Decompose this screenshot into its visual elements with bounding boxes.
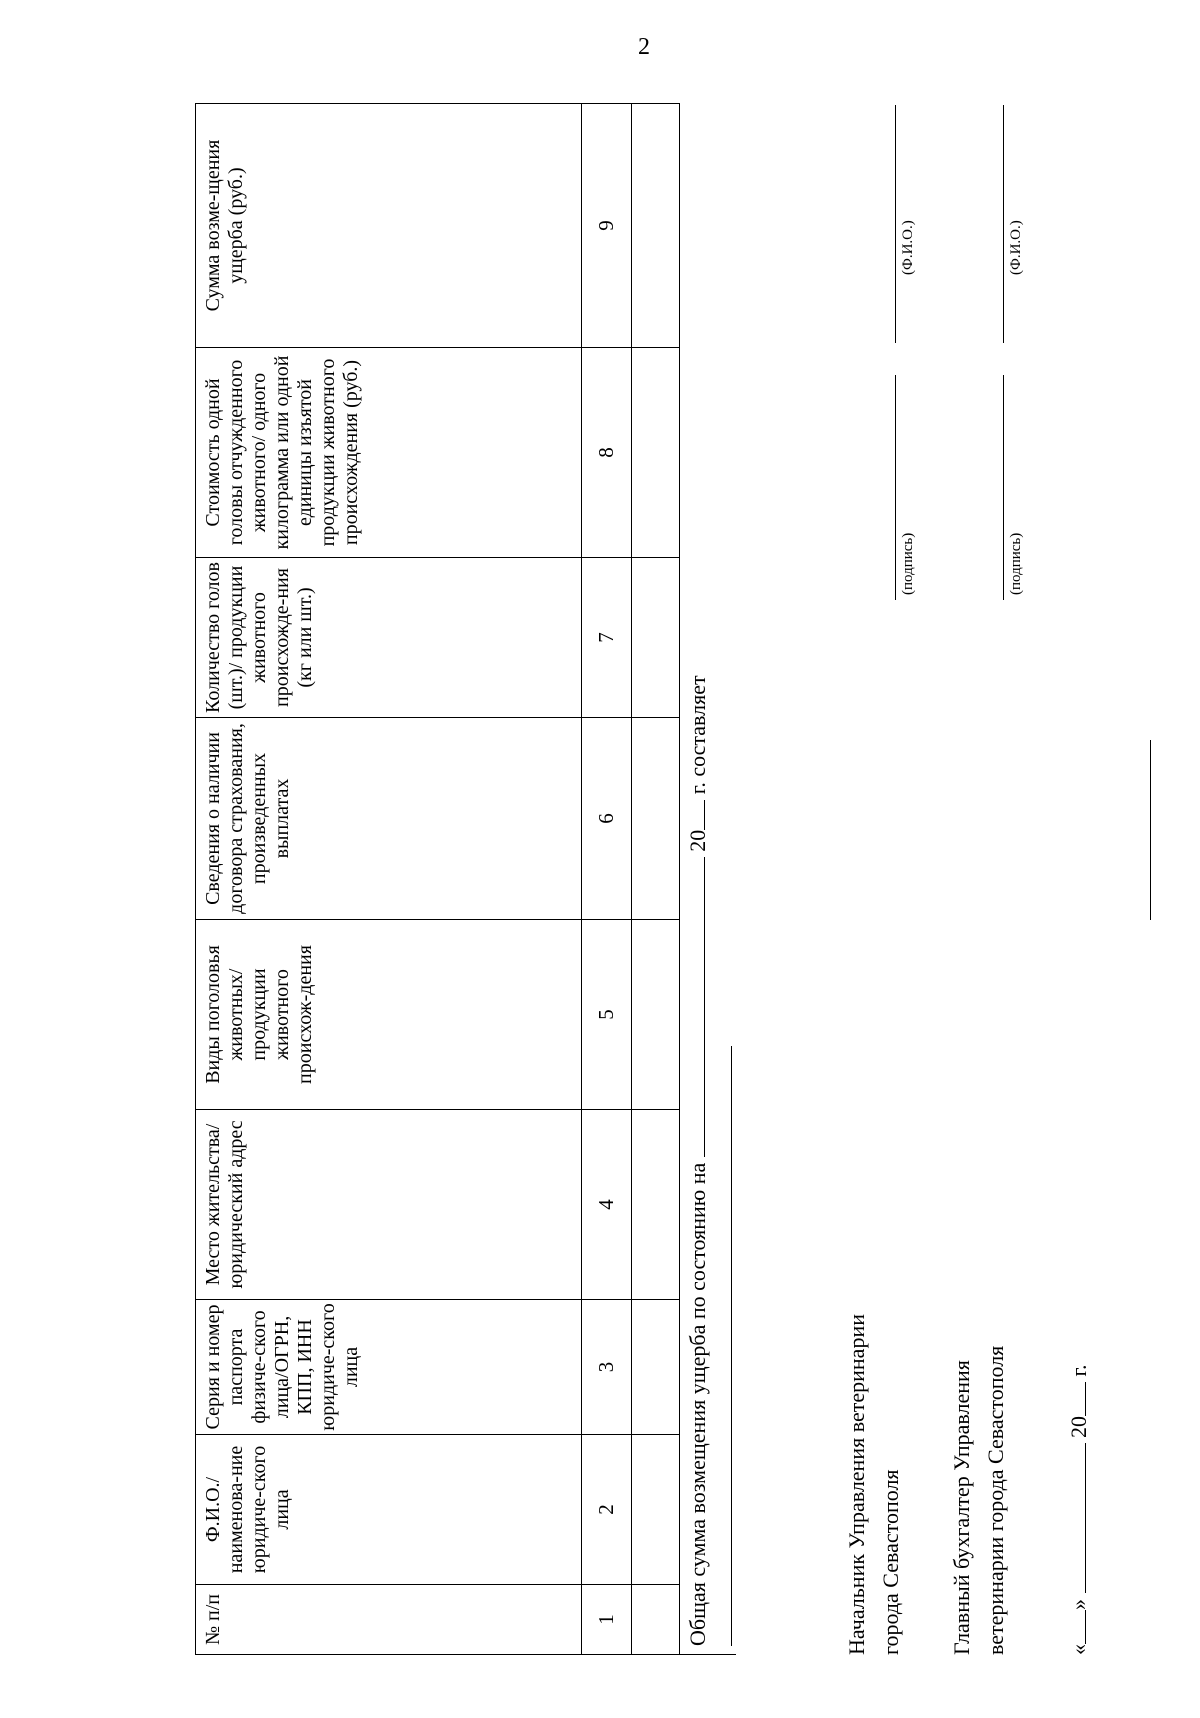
head-sign-line[interactable]	[895, 375, 896, 600]
total-suffix: г. составляет	[685, 675, 710, 795]
header-row	[196, 104, 582, 1655]
head-sign-caption: (подпись)	[900, 532, 916, 595]
table-cell[interactable]	[632, 104, 680, 348]
header-cell-livestock-type: Виды поголовья животных/ продукции животного происхож-дения	[196, 920, 582, 1110]
end-separator-line	[1150, 740, 1151, 920]
header-cell-address: Место жительства/ юридический адрес	[196, 1110, 582, 1300]
table-cell[interactable]	[632, 1110, 680, 1300]
date-year-prefix: 20	[1066, 1416, 1091, 1438]
column-number: 1	[582, 1585, 632, 1655]
signature-date	[1063, 1364, 1092, 1655]
total-date-field[interactable]	[682, 857, 705, 1157]
head-signature-title	[840, 1155, 908, 1655]
total-cell	[680, 104, 737, 1655]
column-number: 9	[582, 104, 632, 348]
head-name-line[interactable]	[895, 105, 896, 343]
column-number: 2	[582, 1435, 632, 1585]
accountant-title-line1: Главный бухгалтер Управления	[949, 1360, 974, 1655]
damage-compensation-table	[195, 103, 737, 1655]
date-day-field[interactable]	[1063, 1610, 1086, 1644]
column-number: 3	[582, 1300, 632, 1435]
head-title-line2: города Севастополя	[878, 1469, 903, 1655]
table-cell[interactable]	[632, 1300, 680, 1435]
head-title-line1: Начальник Управления ветеринарии	[844, 1314, 869, 1655]
date-suffix: г.	[1066, 1364, 1091, 1377]
table-cell[interactable]	[632, 920, 680, 1110]
total-year-field[interactable]	[682, 800, 705, 830]
total-row	[680, 104, 737, 1655]
date-year-field[interactable]	[1063, 1382, 1086, 1416]
accountant-sign-caption: (подпись)	[1008, 532, 1024, 595]
table-cell[interactable]	[632, 718, 680, 920]
accountant-name-line[interactable]	[1003, 105, 1004, 343]
header-cell-quantity: Количество голов (шт.)/ продукции животного происхожде-ния (кг или шт.)	[196, 558, 582, 718]
column-number-row	[582, 104, 632, 1655]
table-cell[interactable]	[632, 1585, 680, 1655]
date-open-quote: «	[1066, 1644, 1091, 1655]
column-number: 8	[582, 348, 632, 558]
column-number: 7	[582, 558, 632, 718]
table-cell[interactable]	[632, 348, 680, 558]
date-month-field[interactable]	[1063, 1444, 1086, 1594]
header-cell-passport: Серия и номер паспорта физиче-ского лица/ОГРН, КПП, ИНН юридиче-ского лица	[196, 1300, 582, 1435]
table-row	[632, 104, 680, 1655]
header-cell-compensation-sum: Сумма возме-щения ущерба (руб.)	[196, 104, 582, 348]
total-amount-field[interactable]	[709, 1046, 732, 1646]
header-cell-name: Ф.И.О./ наименова-ние юридиче-ского лица	[196, 1435, 582, 1585]
table-cell[interactable]	[632, 1435, 680, 1585]
column-number: 5	[582, 920, 632, 1110]
header-cell-unit-cost: Стоимость одной головы отчужденного животного/ одного килограмма или одной единицы изъятой продукции животного происхождения (руб.)	[196, 348, 582, 558]
rotated-form	[195, 95, 1195, 1655]
page-number: 2	[638, 34, 650, 60]
table-cell[interactable]	[632, 558, 680, 718]
header-cell-insurance: Сведения о наличии договора страхования, произведенных выплатах	[196, 718, 582, 920]
header-cell-number: № п/п	[196, 1585, 582, 1655]
total-prefix: Общая сумма возмещения ущерба по состоянию на	[685, 1162, 710, 1646]
accountant-name-caption: (Ф.И.О.)	[1008, 220, 1024, 275]
column-number: 6	[582, 718, 632, 920]
accountant-title-line2: ветеринарии города Севастополя	[983, 1345, 1008, 1655]
head-name-caption: (Ф.И.О.)	[900, 220, 916, 275]
column-number: 4	[582, 1110, 632, 1300]
date-close-quote: »	[1066, 1599, 1091, 1610]
total-year-prefix: 20	[685, 829, 710, 852]
accountant-sign-line[interactable]	[1003, 375, 1004, 600]
accountant-signature-title	[945, 1155, 1013, 1655]
